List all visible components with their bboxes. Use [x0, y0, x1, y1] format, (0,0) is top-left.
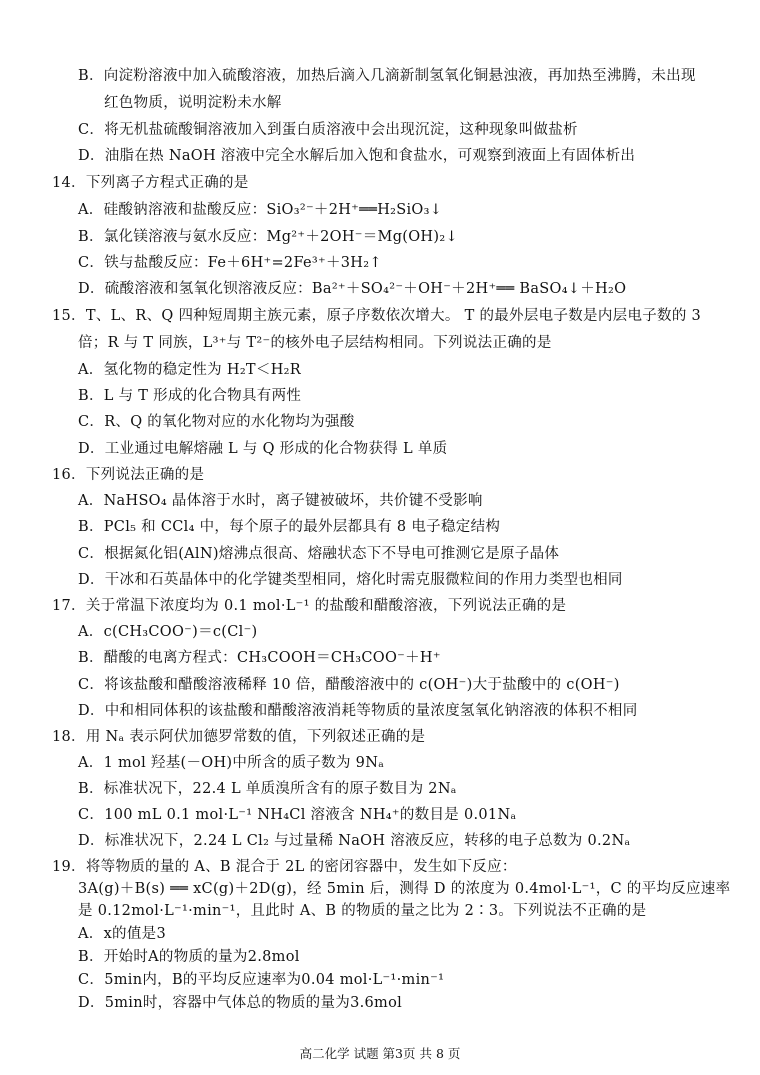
answer-option: D．油脂在热 NaOH 溶液中完全水解后加入饱和食盐水，可观察到液面上有固体析出	[78, 148, 636, 164]
answer-option: D．标准状况下，2.24 L Cl₂ 与过量稀 NaOH 溶液反应，转移的电子总数为 0.2Nₐ	[78, 833, 631, 849]
question-stem: 17．关于常温下浓度均为 0.1 mol·L⁻¹ 的盐酸和醋酸溶液，下列说法正确的是	[52, 598, 567, 614]
answer-option: C．R、Q 的氧化物对应的水化物均为强酸	[78, 414, 355, 430]
text-line: 是 0.12mol·L⁻¹·min⁻¹，且此时 A、B 的物质的量之比为 2∶3。下列说法不正确的是	[78, 903, 647, 919]
answer-option: A．硅酸钠溶液和盐酸反应：SiO₃²⁻＋2H⁺══H₂SiO₃↓	[78, 202, 443, 218]
answer-option: B．向淀粉溶液中加入硫酸溶液，加热后滴入几滴新制氢氧化铜悬浊液，再加热至沸腾，未出现	[78, 68, 696, 84]
answer-option: B．L 与 T 形成的化合物具有两性	[78, 388, 302, 404]
answer-option: B．醋酸的电离方程式：CH₃COOH＝CH₃COO⁻＋H⁺	[78, 650, 441, 666]
text-line: 红色物质，说明淀粉未水解	[104, 95, 282, 111]
answer-option: D．中和相同体积的该盐酸和醋酸溶液消耗等物质的量浓度氢氧化钠溶液的体积不相同	[78, 703, 638, 719]
question-stem: 16．下列说法正确的是	[52, 467, 205, 483]
answer-option: B．标准状况下，22.4 L 单质溴所含有的原子数目为 2Nₐ	[78, 781, 457, 797]
question-stem: 14．下列离子方程式正确的是	[52, 175, 249, 191]
answer-option: C．铁与盐酸反应：Fe＋6H⁺=2Fe³⁺＋3H₂↑	[78, 255, 382, 271]
question-stem: 18．用 Nₐ 表示阿伏加德罗常数的值，下列叙述正确的是	[52, 729, 426, 745]
text-line: 倍；R 与 T 同族，L³⁺与 T²⁻的核外电子层结构相同。下列说法正确的是	[78, 335, 552, 351]
answer-option: C．100 mL 0.1 mol·L⁻¹ NH₄Cl 溶液含 NH₄⁺的数目是 0.01Nₐ	[78, 807, 517, 823]
answer-option: B．氯化镁溶液与氨水反应：Mg²⁺＋2OH⁻＝Mg(OH)₂↓	[78, 229, 458, 245]
answer-option: C．5min内，B的平均反应速率为0.04 mol·L⁻¹·min⁻¹	[78, 972, 445, 988]
answer-option: A．x的值是3	[78, 926, 166, 942]
answer-option: B．PCl₅ 和 CCl₄ 中，每个原子的最外层都具有 8 电子稳定结构	[78, 519, 501, 535]
answer-option: D．干冰和石英晶体中的化学键类型相同，熔化时需克服微粒间的作用力类型也相同	[78, 572, 623, 588]
answer-option: A．氢化物的稳定性为 H₂T＜H₂R	[78, 362, 301, 378]
question-stem: 19．将等物质的量的 A、B 混合于 2L 的密闭容器中，发生如下反应：	[52, 859, 517, 875]
answer-option: A．NaHSO₄ 晶体溶于水时，离子键被破坏，共价键不受影响	[78, 493, 483, 509]
answer-option: A．c(CH₃COO⁻)＝c(Cl⁻)	[78, 624, 258, 640]
text-line: 3A(g)＋B(s) ══ xC(g)＋2D(g)，经 5min 后，测得 D 的浓度为 0.4mol·L⁻¹，C 的平均反应速率	[78, 881, 731, 897]
question-stem: 15．T、L、R、Q 四种短周期主族元素，原子序数依次增大。 T 的最外层电子数是内层电子数的 3	[52, 308, 702, 324]
answer-option: C．根据氮化铝(AlN)熔沸点很高、熔融状态下不导电可推测它是原子晶体	[78, 546, 560, 562]
answer-option: A．1 mol 羟基(－OH)中所含的质子数为 9Nₐ	[78, 755, 385, 771]
answer-option: B．开始时A的物质的量为2.8mol	[78, 949, 300, 965]
answer-option: C．将无机盐硫酸铜溶液加入到蛋白质溶液中会出现沉淀，这种现象叫做盐析	[78, 122, 578, 138]
answer-option: D．工业通过电解熔融 L 与 Q 形成的化合物获得 L 单质	[78, 441, 448, 457]
answer-option: D．5min时，容器中气体总的物质的量为3.6mol	[78, 995, 403, 1011]
page-footer: 高二化学 试题 第3页 共 8 页	[299, 1046, 461, 1061]
answer-option: C．将该盐酸和醋酸溶液稀释 10 倍，醋酸溶液中的 c(OH⁻)大于盐酸中的 c(OH⁻)	[78, 677, 620, 693]
answer-option: D．硫酸溶液和氢氧化钡溶液反应：Ba²⁺＋SO₄²⁻＋OH⁻＋2H⁺══ BaSO₄↓＋H₂O	[78, 281, 627, 297]
